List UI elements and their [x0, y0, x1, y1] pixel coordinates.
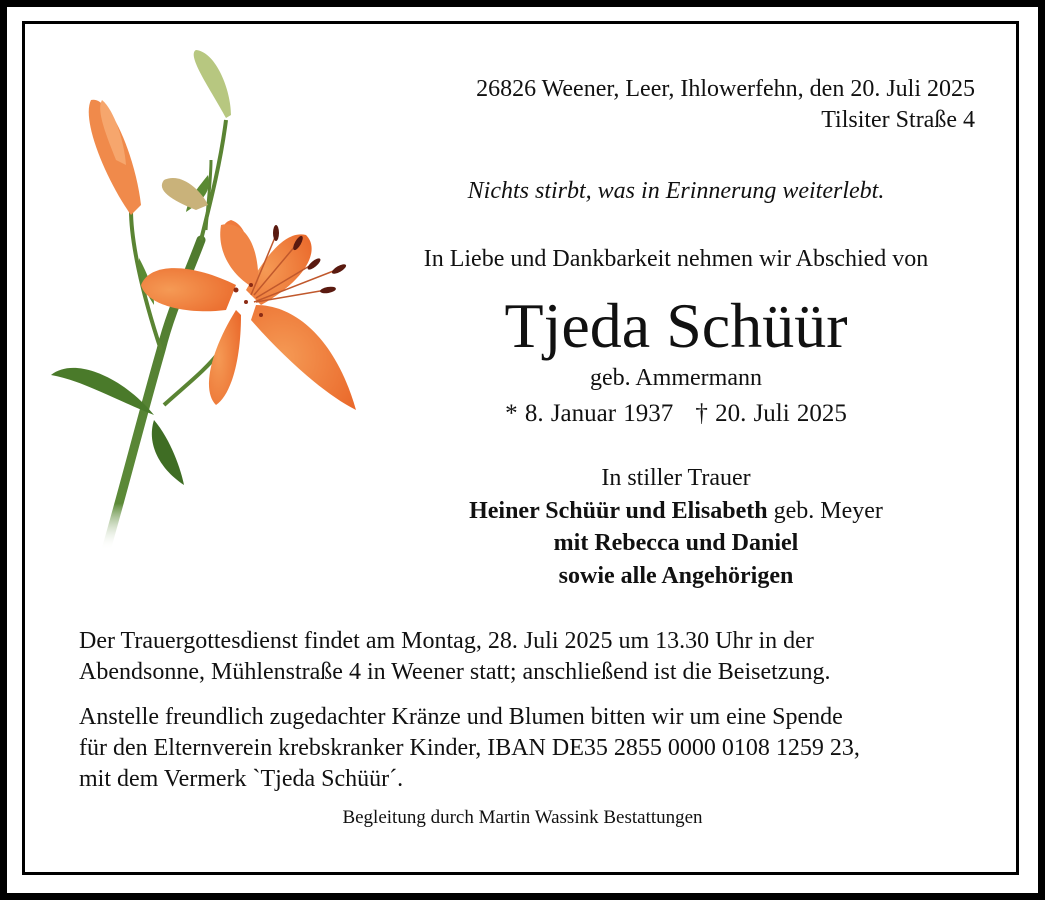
- mourners-line-1-bold: Heiner Schüür und Elisabeth: [469, 498, 768, 524]
- lily-image: [36, 40, 366, 560]
- life-dates: [374, 400, 978, 428]
- deceased-name: Tjeda Schüür: [504, 290, 848, 361]
- donation-line-3: mit dem Vermerk `Tjeda Schüür´.: [79, 766, 404, 792]
- donation-line-2: für den Elternverein krebskranker Kinder, IBAN DE35 2855 0000 0108 1259 23,: [79, 735, 860, 761]
- service-line-2: Abendsonne, Mühlenstraße 4 in Weener statt; anschließend ist die Beisetzung.: [79, 659, 831, 685]
- mourners-line-3: sowie alle Angehörigen: [558, 563, 794, 589]
- birth-date: * 8. Januar 1937: [505, 400, 674, 427]
- mourners-line-2: mit Rebecca und Daniel: [553, 530, 799, 556]
- death-date: † 20. Juli 2025: [695, 400, 847, 427]
- intro-line: In Liebe und Dankbarkeit nehmen wir Abschied von: [423, 246, 929, 272]
- street-address: Tilsiter Straße 4: [821, 107, 975, 133]
- mourners-line-1-regular: geb. Meyer: [767, 498, 883, 524]
- motto: Nichts stirbt, was in Erinnerung weiterlebt.: [467, 178, 885, 204]
- service-line-1: Der Trauergottesdienst findet am Montag, 28. Juli 2025 um 13.30 Uhr in der: [79, 628, 814, 654]
- mourners-line-1: [374, 498, 978, 525]
- birth-name: geb. Ammermann: [590, 365, 762, 391]
- mourners-heading: In stiller Trauer: [601, 465, 751, 491]
- undertaker-footer: Begleitung durch Martin Wassink Bestattungen: [342, 807, 703, 828]
- place-date: 26826 Weener, Leer, Ihlowerfehn, den 20. Juli 2025: [476, 76, 975, 102]
- service-paragraph: [79, 626, 999, 688]
- donation-paragraph: [79, 702, 999, 795]
- donation-line-1: Anstelle freundlich zugedachter Kränze und Blumen bitten wir um eine Spende: [79, 704, 843, 730]
